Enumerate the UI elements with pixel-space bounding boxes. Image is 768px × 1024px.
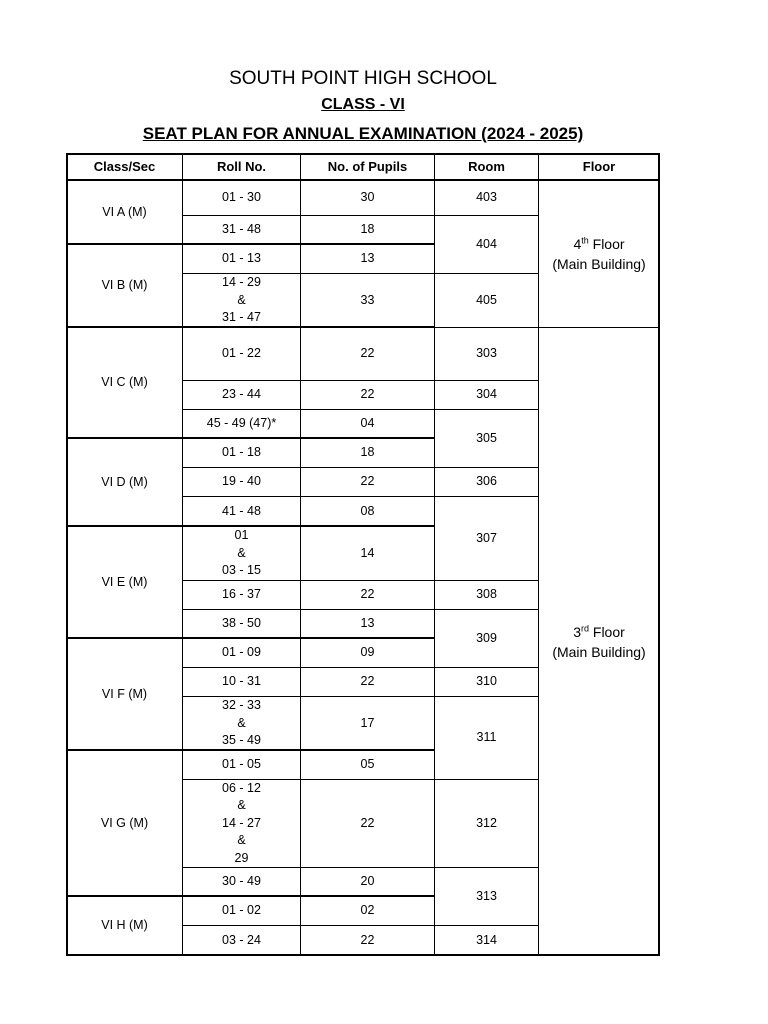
roll-no-cell	[182, 667, 301, 697]
pupils-cell: 02	[300, 896, 435, 926]
column-header: Roll No.	[182, 153, 301, 181]
roll-no-cell	[182, 327, 301, 381]
cell-text: 41 - 48	[222, 503, 261, 518]
pupils-cell: 14	[300, 526, 435, 581]
pupils-cell: 30	[300, 180, 435, 216]
pupils-cell: 17	[300, 696, 435, 751]
school-name: SOUTH POINT HIGH SCHOOL	[229, 68, 497, 89]
header-divider	[66, 179, 660, 181]
section-divider	[66, 895, 435, 897]
cell-text: 30 - 49	[222, 874, 261, 889]
roll-no-cell	[182, 380, 301, 410]
roll-no-cell	[182, 779, 301, 868]
pupils-cell: 08	[300, 496, 435, 527]
cell-text: 38 - 50	[222, 616, 261, 631]
floor-building: (Main Building)	[552, 256, 646, 272]
pupils-cell: 22	[300, 580, 435, 610]
roll-no-cell	[182, 526, 301, 581]
column-header: Room	[434, 153, 539, 181]
section-divider	[66, 437, 435, 439]
cell-text: 32 - 33 & 35 - 49	[222, 698, 261, 748]
room-cell: 310	[434, 667, 539, 697]
room-cell: 403	[434, 180, 539, 216]
cell-text: 45 - 49 (47)*	[206, 416, 277, 431]
section-divider	[66, 326, 435, 328]
roll-no-cell	[182, 638, 301, 668]
floor-cell	[538, 327, 660, 956]
cell-text: 01 - 02	[222, 903, 261, 918]
pupils-cell: 22	[300, 380, 435, 410]
roll-no-cell	[182, 496, 301, 527]
class-section-cell: VI F (M)	[66, 638, 183, 751]
pupils-cell: 22	[300, 925, 435, 956]
roll-no-cell	[182, 867, 301, 897]
class-section-cell: VI H (M)	[66, 896, 183, 956]
room-cell: 304	[434, 380, 539, 410]
room-cell: 307	[434, 496, 539, 581]
cell-text: 31 - 48	[222, 222, 261, 237]
pupils-cell: 22	[300, 327, 435, 381]
cell-text: 14 - 29 & 31 - 47	[222, 275, 261, 325]
floor-ordinal-suffix: rd	[580, 622, 589, 633]
class-section-cell: VI D (M)	[66, 438, 183, 527]
column-header: Class/Sec	[66, 153, 183, 181]
cell-text: 01 - 18	[222, 445, 261, 460]
cell-text: 01 & 03 - 15	[222, 528, 261, 578]
pupils-cell: 33	[300, 273, 435, 328]
cell-text: 19 - 40	[222, 474, 261, 489]
roll-no-cell	[182, 896, 301, 926]
class-title: CLASS - VI	[321, 96, 405, 113]
floor-building: (Main Building)	[552, 643, 646, 660]
room-cell: 314	[434, 925, 539, 956]
roll-no-cell	[182, 467, 301, 497]
roll-no-cell	[182, 925, 301, 956]
floor-cell	[538, 180, 660, 328]
section-divider	[66, 637, 435, 639]
room-cell: 306	[434, 467, 539, 497]
roll-no-cell	[182, 580, 301, 610]
roll-no-cell	[182, 438, 301, 468]
cell-text: 01 - 13	[222, 251, 261, 266]
room-cell: 311	[434, 696, 539, 780]
class-section-cell: VI C (M)	[66, 327, 183, 439]
room-cell: 303	[434, 327, 539, 381]
pupils-cell: 18	[300, 215, 435, 245]
floor-number: 3	[573, 623, 581, 640]
class-section-cell: VI B (M)	[66, 244, 183, 328]
roll-no-cell	[182, 180, 301, 216]
cell-text: 01 - 05	[222, 757, 261, 772]
room-cell: 305	[434, 409, 539, 468]
cell-text: 06 - 12 & 14 - 27 & 29	[222, 780, 261, 865]
cell-text: 03 - 24	[222, 932, 261, 947]
pupils-cell: 20	[300, 867, 435, 897]
cell-text: 01 - 09	[222, 645, 261, 660]
roll-no-cell	[182, 609, 301, 639]
cell-text: 10 - 31	[222, 674, 261, 689]
roll-no-cell	[182, 273, 301, 328]
pupils-cell: 22	[300, 667, 435, 697]
cell-text: 23 - 44	[222, 387, 261, 402]
pupils-cell: 22	[300, 467, 435, 497]
cell-text: 01 - 30	[222, 190, 261, 205]
roll-no-cell	[182, 750, 301, 780]
pupils-cell: 05	[300, 750, 435, 780]
room-cell: 309	[434, 609, 539, 668]
room-cell: 313	[434, 867, 539, 926]
floor-number: 4	[573, 236, 582, 252]
pupils-cell: 13	[300, 609, 435, 639]
roll-no-cell	[182, 409, 301, 439]
pupils-cell: 18	[300, 438, 435, 468]
pupils-cell: 09	[300, 638, 435, 668]
pupils-cell: 13	[300, 244, 435, 274]
pupils-cell: 04	[300, 409, 435, 439]
floor-word: Floor	[588, 236, 625, 252]
room-cell: 312	[434, 779, 539, 868]
pupils-cell: 22	[300, 779, 435, 868]
seat-plan-title: SEAT PLAN FOR ANNUAL EXAMINATION (2024 - 2025)	[142, 124, 584, 143]
floor-word: Floor	[589, 623, 625, 640]
section-divider	[66, 243, 435, 245]
floor-ordinal-suffix: th	[581, 235, 589, 246]
room-cell: 308	[434, 580, 539, 610]
room-cell: 404	[434, 215, 539, 274]
section-divider	[66, 525, 435, 527]
roll-no-cell	[182, 244, 301, 274]
room-cell: 405	[434, 273, 539, 328]
class-section-cell: VI G (M)	[66, 750, 183, 897]
section-divider	[66, 749, 435, 751]
column-header: No. of Pupils	[300, 153, 435, 181]
column-header: Floor	[538, 153, 660, 181]
class-section-cell: VI E (M)	[66, 526, 183, 639]
class-section-cell: VI A (M)	[66, 180, 183, 245]
cell-text: 16 - 37	[222, 587, 261, 602]
roll-no-cell	[182, 696, 301, 751]
roll-no-cell	[182, 215, 301, 245]
cell-text: 01 - 22	[222, 346, 261, 361]
